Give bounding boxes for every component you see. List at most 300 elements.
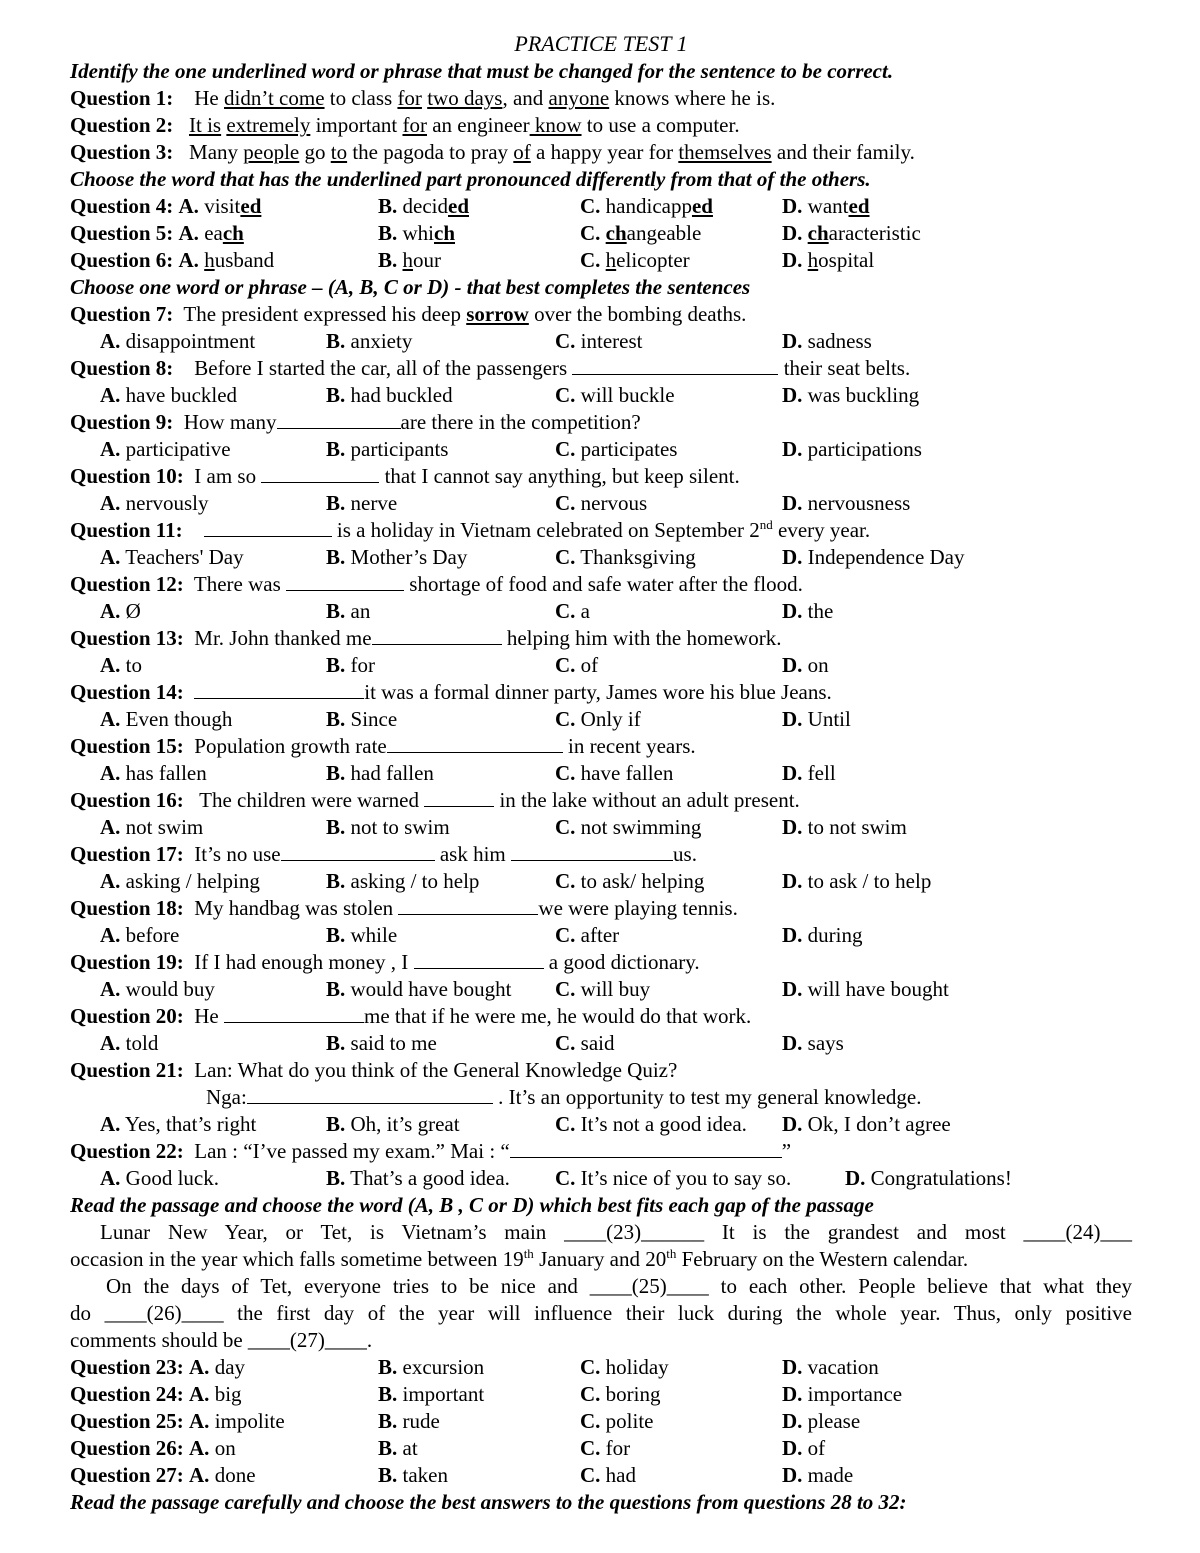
option-text: ea bbox=[204, 221, 223, 245]
answer-blank[interactable] bbox=[387, 733, 563, 753]
answer-blank[interactable] bbox=[398, 895, 538, 915]
option-letter: B. bbox=[378, 1355, 398, 1379]
option-text: to ask/ helping bbox=[580, 869, 705, 893]
option-c[interactable] bbox=[580, 1381, 661, 1408]
option-b[interactable] bbox=[326, 1030, 437, 1057]
option-text: Teachers' Day bbox=[125, 545, 244, 569]
superscript: th bbox=[666, 1246, 677, 1261]
text: helping him with the homework. bbox=[501, 626, 782, 650]
option-text: Since bbox=[350, 707, 398, 731]
text: go bbox=[299, 140, 331, 164]
answer-blank[interactable] bbox=[194, 679, 364, 699]
question-5 bbox=[70, 220, 1132, 247]
option-b[interactable] bbox=[326, 436, 448, 463]
option-a[interactable] bbox=[100, 1111, 256, 1138]
option-text: of bbox=[580, 653, 599, 677]
option-text: It’s nice of you to say so. bbox=[580, 1166, 792, 1190]
option-b[interactable] bbox=[378, 193, 469, 220]
option-b[interactable] bbox=[326, 652, 375, 679]
option-c[interactable] bbox=[580, 247, 690, 274]
option-letter: B. bbox=[326, 869, 346, 893]
option-b[interactable] bbox=[326, 976, 512, 1003]
option-text: during bbox=[807, 923, 863, 947]
option-d[interactable] bbox=[782, 544, 965, 571]
option-underlined: ch bbox=[434, 221, 456, 245]
question-label: Question 12: bbox=[70, 572, 184, 596]
question-15 bbox=[70, 733, 1132, 760]
option-c[interactable] bbox=[555, 436, 677, 463]
option-d[interactable] bbox=[782, 1381, 902, 1408]
option-letter: C. bbox=[555, 653, 576, 677]
option-letter: D. bbox=[782, 545, 803, 569]
option-d[interactable] bbox=[782, 436, 922, 463]
answer-blank-2[interactable] bbox=[511, 841, 673, 861]
option-text: important bbox=[402, 1382, 485, 1406]
option-text: impolite bbox=[214, 1409, 285, 1433]
question-27 bbox=[70, 1462, 1132, 1489]
option-underlined: ch bbox=[605, 221, 627, 245]
option-letter: D. bbox=[782, 1031, 803, 1055]
option-c[interactable] bbox=[580, 193, 713, 220]
answer-blank[interactable] bbox=[510, 1138, 782, 1158]
option-text: had bbox=[605, 1463, 636, 1487]
option-c[interactable] bbox=[555, 598, 590, 625]
option-letter: A. bbox=[100, 923, 121, 947]
option-c[interactable] bbox=[580, 220, 701, 247]
text: an engineer bbox=[426, 113, 530, 137]
question-16 bbox=[70, 787, 1132, 814]
option-c[interactable] bbox=[580, 1354, 669, 1381]
text: to class bbox=[324, 86, 398, 110]
option-text: Independence Day bbox=[807, 545, 965, 569]
option-letter: D. bbox=[782, 437, 803, 461]
option-letter: B. bbox=[326, 923, 346, 947]
option-text: ospital bbox=[818, 248, 875, 272]
option-a[interactable] bbox=[100, 868, 260, 895]
underlined-word: sorrow bbox=[466, 302, 529, 326]
option-text: handicapp bbox=[605, 194, 692, 218]
option-text: nervously bbox=[125, 491, 209, 515]
option-b[interactable] bbox=[326, 814, 450, 841]
question-label: Question 6: bbox=[70, 248, 174, 272]
option-letter: D. bbox=[782, 1463, 803, 1487]
option-letter: C. bbox=[555, 815, 576, 839]
underlined-b: extremely bbox=[226, 113, 311, 137]
option-letter: A. bbox=[189, 1409, 210, 1433]
option-text: Congratulations! bbox=[870, 1166, 1012, 1190]
option-text: excursion bbox=[402, 1355, 485, 1379]
option-b[interactable] bbox=[378, 1462, 448, 1489]
option-text: an bbox=[350, 599, 371, 623]
option-text: disappointment bbox=[125, 329, 256, 353]
option-a[interactable] bbox=[100, 922, 179, 949]
question-25 bbox=[70, 1408, 1132, 1435]
question-label: Question 8: bbox=[70, 356, 174, 380]
underlined-b: to bbox=[330, 140, 348, 164]
question-22 bbox=[70, 1138, 1132, 1165]
option-letter: C. bbox=[580, 1382, 601, 1406]
option-a[interactable] bbox=[100, 598, 141, 625]
option-letter: D. bbox=[782, 761, 803, 785]
option-letter: A. bbox=[189, 1436, 210, 1460]
option-letter: B. bbox=[378, 221, 398, 245]
option-letter: C. bbox=[555, 977, 576, 1001]
option-a[interactable] bbox=[100, 652, 142, 679]
question-11 bbox=[70, 517, 1132, 544]
answer-blank[interactable] bbox=[247, 1084, 493, 1104]
option-underlined: h bbox=[807, 248, 819, 272]
option-text: would buy bbox=[125, 977, 215, 1001]
option-letter: D. bbox=[782, 1382, 803, 1406]
option-d[interactable] bbox=[782, 1030, 844, 1057]
option-text: our bbox=[413, 248, 442, 272]
text: are there in the competition? bbox=[400, 410, 641, 434]
text: to use a computer. bbox=[581, 113, 740, 137]
option-text: was buckling bbox=[807, 383, 920, 407]
option-letter: C. bbox=[555, 1166, 576, 1190]
option-b[interactable] bbox=[326, 1165, 510, 1192]
question-label: Question 13: bbox=[70, 626, 184, 650]
option-letter: A. bbox=[100, 707, 121, 731]
question-16-options bbox=[70, 814, 1132, 841]
option-a[interactable] bbox=[100, 976, 215, 1003]
option-text: Mother’s Day bbox=[350, 545, 468, 569]
option-underlined: h bbox=[204, 248, 215, 272]
option-d[interactable] bbox=[782, 652, 829, 679]
option-letter: A. bbox=[178, 248, 199, 272]
option-d[interactable] bbox=[782, 598, 833, 625]
option-c[interactable] bbox=[555, 328, 642, 355]
text: in recent years. bbox=[562, 734, 696, 758]
option-text: to bbox=[125, 653, 143, 677]
option-b[interactable] bbox=[378, 220, 455, 247]
option-text: after bbox=[580, 923, 620, 947]
option-text: had buckled bbox=[350, 383, 453, 407]
option-d[interactable] bbox=[782, 760, 836, 787]
option-letter: A. bbox=[100, 1031, 121, 1055]
answer-blank[interactable] bbox=[424, 787, 494, 807]
option-letter: B. bbox=[326, 383, 346, 407]
text: There was bbox=[193, 572, 287, 596]
passage-line-4: do ____(26)____ the first day of the year will influence their luck during the whole year. Thus, only positive bbox=[70, 1301, 1132, 1325]
text: knows where he is. bbox=[609, 86, 776, 110]
option-letter: C. bbox=[580, 221, 601, 245]
text: me that if he were me, he would do that work. bbox=[364, 1004, 752, 1028]
option-letter: B. bbox=[326, 599, 346, 623]
option-letter: B. bbox=[326, 707, 346, 731]
question-12-options bbox=[70, 598, 1132, 625]
option-letter: B. bbox=[326, 437, 346, 461]
option-text: whi bbox=[402, 221, 435, 245]
option-text: That’s a good idea. bbox=[350, 1166, 510, 1190]
option-c[interactable] bbox=[555, 814, 701, 841]
option-d[interactable] bbox=[782, 193, 870, 220]
option-d[interactable] bbox=[782, 1354, 879, 1381]
option-a[interactable] bbox=[100, 1165, 219, 1192]
option-letter: D. bbox=[782, 194, 803, 218]
text: a happy year for bbox=[530, 140, 679, 164]
text: It’s no use bbox=[194, 842, 281, 866]
option-text: nerve bbox=[350, 491, 398, 515]
option-b[interactable] bbox=[326, 868, 479, 895]
text: and their family. bbox=[771, 140, 915, 164]
option-c[interactable] bbox=[555, 922, 619, 949]
answer-blank[interactable] bbox=[224, 1003, 364, 1023]
question-label: Question 21: bbox=[70, 1058, 184, 1082]
option-a[interactable] bbox=[100, 328, 255, 355]
question-17 bbox=[70, 841, 1132, 868]
question-9-options bbox=[70, 436, 1132, 463]
question-label: Question 9: bbox=[70, 410, 174, 434]
option-text: told bbox=[125, 1031, 159, 1055]
option-letter: A. bbox=[100, 599, 121, 623]
option-b[interactable] bbox=[326, 598, 370, 625]
option-letter: A. bbox=[100, 1112, 121, 1136]
question-label: Question 4: bbox=[70, 194, 174, 218]
option-a[interactable] bbox=[100, 544, 244, 571]
option-d[interactable] bbox=[782, 1462, 853, 1489]
option-d[interactable] bbox=[782, 868, 931, 895]
option-letter: A. bbox=[100, 869, 121, 893]
text: , and bbox=[502, 86, 549, 110]
option-d[interactable] bbox=[845, 1165, 1012, 1192]
option-text: sadness bbox=[807, 329, 872, 353]
question-22-options bbox=[70, 1165, 1132, 1192]
question-21 bbox=[70, 1057, 1132, 1084]
option-text: for bbox=[605, 1436, 631, 1460]
passage-line-2 bbox=[70, 1246, 1132, 1273]
option-underlined: h bbox=[605, 248, 617, 272]
option-a[interactable] bbox=[100, 490, 209, 517]
option-c[interactable] bbox=[555, 1030, 615, 1057]
answer-blank-1[interactable] bbox=[281, 841, 435, 861]
option-b[interactable] bbox=[326, 382, 453, 409]
option-d[interactable] bbox=[782, 1408, 860, 1435]
option-letter: B. bbox=[378, 1436, 398, 1460]
question-18-options bbox=[70, 922, 1132, 949]
option-b[interactable] bbox=[326, 706, 397, 733]
option-c[interactable] bbox=[555, 868, 704, 895]
option-c[interactable] bbox=[555, 544, 696, 571]
question-24 bbox=[70, 1381, 1132, 1408]
option-c[interactable] bbox=[555, 652, 598, 679]
option-text: day bbox=[214, 1355, 246, 1379]
option-c[interactable] bbox=[580, 1462, 636, 1489]
question-label: Question 3: bbox=[70, 140, 174, 164]
answer-blank[interactable] bbox=[204, 517, 332, 537]
option-d[interactable] bbox=[782, 922, 863, 949]
question-15-options bbox=[70, 760, 1132, 787]
option-b[interactable] bbox=[378, 1408, 440, 1435]
question-17-options bbox=[70, 868, 1132, 895]
option-c[interactable] bbox=[580, 1408, 654, 1435]
text: Mr. John thanked me bbox=[194, 626, 372, 650]
option-letter: B. bbox=[326, 1112, 346, 1136]
option-c[interactable] bbox=[555, 1165, 791, 1192]
question-label: Question 27: bbox=[70, 1463, 184, 1487]
text: Lan: What do you think of the General Knowledge Quiz? bbox=[194, 1058, 678, 1082]
question-7 bbox=[70, 301, 1132, 328]
option-c[interactable] bbox=[555, 976, 650, 1003]
option-letter: D. bbox=[782, 1112, 803, 1136]
question-21-reply bbox=[70, 1084, 1132, 1111]
option-b[interactable] bbox=[326, 760, 434, 787]
passage-line-3: On the days of Tet, everyone tries to be nice and ____(25)____ to each other. People believe that what they bbox=[106, 1274, 1132, 1298]
option-letter: C. bbox=[555, 707, 576, 731]
option-text: a bbox=[580, 599, 590, 623]
option-c[interactable] bbox=[555, 760, 673, 787]
option-letter: D. bbox=[782, 653, 803, 677]
answer-blank[interactable] bbox=[372, 625, 502, 645]
question-label: Question 7: bbox=[70, 302, 174, 326]
option-a[interactable] bbox=[100, 436, 231, 463]
text: it was a formal dinner party, James wore his blue Jeans. bbox=[364, 680, 832, 704]
option-d[interactable] bbox=[782, 976, 949, 1003]
underlined-d: themselves bbox=[678, 140, 772, 164]
answer-blank[interactable] bbox=[286, 571, 404, 591]
option-b[interactable] bbox=[378, 1354, 484, 1381]
option-text: importance bbox=[807, 1382, 903, 1406]
text: important bbox=[310, 113, 403, 137]
option-letter: C. bbox=[555, 437, 576, 461]
option-text: angeable bbox=[626, 221, 702, 245]
option-letter: A. bbox=[100, 815, 121, 839]
option-d[interactable] bbox=[782, 706, 851, 733]
underlined-d: anyone bbox=[548, 86, 610, 110]
option-b[interactable] bbox=[326, 922, 397, 949]
text: Before I started the car, all of the passengers bbox=[194, 356, 573, 380]
option-letter: C. bbox=[555, 545, 576, 569]
option-text: It’s not a good idea. bbox=[580, 1112, 747, 1136]
underlined-c: two days bbox=[427, 86, 503, 110]
option-b[interactable] bbox=[326, 544, 467, 571]
option-text: Ø bbox=[125, 599, 141, 623]
text: ask him bbox=[434, 842, 512, 866]
option-letter: B. bbox=[326, 1166, 346, 1190]
answer-blank[interactable] bbox=[414, 949, 544, 969]
option-d[interactable] bbox=[782, 220, 921, 247]
text: the pagoda to pray bbox=[347, 140, 514, 164]
option-text: on bbox=[807, 653, 829, 677]
option-letter: D. bbox=[782, 329, 803, 353]
option-b[interactable] bbox=[326, 328, 412, 355]
option-a[interactable] bbox=[100, 706, 232, 733]
option-c[interactable] bbox=[555, 1111, 747, 1138]
option-b[interactable] bbox=[378, 1435, 418, 1462]
superscript: nd bbox=[759, 517, 773, 532]
text: February on the Western calendar. bbox=[676, 1247, 969, 1271]
question-label: Question 16: bbox=[70, 788, 184, 812]
question-19-options bbox=[70, 976, 1132, 1003]
option-c[interactable] bbox=[555, 706, 641, 733]
option-text: participants bbox=[350, 437, 449, 461]
option-letter: A. bbox=[178, 221, 199, 245]
option-letter: B. bbox=[326, 815, 346, 839]
option-text: would have bought bbox=[350, 977, 512, 1001]
question-26 bbox=[70, 1435, 1132, 1462]
option-d[interactable] bbox=[782, 1111, 951, 1138]
question-label: Question 20: bbox=[70, 1004, 184, 1028]
text: I am so bbox=[194, 464, 262, 488]
option-text: participative bbox=[125, 437, 231, 461]
option-letter: B. bbox=[378, 1463, 398, 1487]
question-label: Question 14: bbox=[70, 680, 184, 704]
option-a[interactable] bbox=[100, 1030, 158, 1057]
option-letter: A. bbox=[100, 437, 121, 461]
option-c[interactable] bbox=[555, 490, 647, 517]
option-letter: C. bbox=[555, 329, 576, 353]
option-text: will buckle bbox=[580, 383, 675, 407]
text: Many bbox=[189, 140, 244, 164]
option-letter: C. bbox=[555, 923, 576, 947]
option-b[interactable] bbox=[378, 1381, 484, 1408]
option-text: made bbox=[807, 1463, 854, 1487]
option-c[interactable] bbox=[580, 1435, 630, 1462]
answer-blank[interactable] bbox=[261, 463, 379, 483]
option-d[interactable] bbox=[782, 814, 907, 841]
option-text: participates bbox=[580, 437, 678, 461]
option-letter: B. bbox=[326, 545, 346, 569]
option-c[interactable] bbox=[555, 382, 675, 409]
option-text: on bbox=[214, 1436, 236, 1460]
option-text: visit bbox=[204, 194, 241, 218]
option-d[interactable] bbox=[782, 247, 874, 274]
option-a[interactable] bbox=[100, 814, 203, 841]
question-2 bbox=[70, 112, 1132, 139]
question-8-options bbox=[70, 382, 1132, 409]
question-3 bbox=[70, 139, 1132, 166]
option-a[interactable] bbox=[100, 760, 207, 787]
option-letter: A. bbox=[100, 1166, 121, 1190]
question-label: Question 25: bbox=[70, 1409, 184, 1433]
question-13-options bbox=[70, 652, 1132, 679]
option-text: aracteristic bbox=[828, 221, 921, 245]
option-letter: A. bbox=[100, 491, 121, 515]
option-letter: C. bbox=[555, 383, 576, 407]
question-label: Question 23: bbox=[70, 1355, 184, 1379]
option-b[interactable] bbox=[326, 490, 397, 517]
option-underlined: ch bbox=[807, 221, 829, 245]
underlined-c: of bbox=[513, 140, 531, 164]
answer-blank[interactable] bbox=[277, 409, 401, 429]
page-title: PRACTICE TEST 1 bbox=[514, 31, 688, 56]
option-letter: C. bbox=[555, 1112, 576, 1136]
question-label: Question 15: bbox=[70, 734, 184, 758]
text: He bbox=[194, 86, 225, 110]
worksheet-page bbox=[70, 30, 1132, 1516]
question-23 bbox=[70, 1354, 1132, 1381]
question-label: Question 18: bbox=[70, 896, 184, 920]
question-label: Question 19: bbox=[70, 950, 184, 974]
option-d[interactable] bbox=[782, 1435, 825, 1462]
option-text: elicopter bbox=[616, 248, 690, 272]
option-text: please bbox=[807, 1409, 861, 1433]
option-a[interactable] bbox=[100, 382, 237, 409]
option-d[interactable] bbox=[782, 382, 919, 409]
option-letter: D. bbox=[782, 1409, 803, 1433]
option-b[interactable] bbox=[378, 247, 441, 274]
option-d[interactable] bbox=[782, 328, 872, 355]
option-letter: C. bbox=[580, 1463, 601, 1487]
option-text: decid bbox=[402, 194, 448, 218]
option-text: big bbox=[214, 1382, 242, 1406]
option-b[interactable] bbox=[326, 1111, 460, 1138]
question-18 bbox=[70, 895, 1132, 922]
answer-blank[interactable] bbox=[572, 355, 778, 375]
option-d[interactable] bbox=[782, 490, 910, 517]
question-9 bbox=[70, 409, 1132, 436]
question-8 bbox=[70, 355, 1132, 382]
